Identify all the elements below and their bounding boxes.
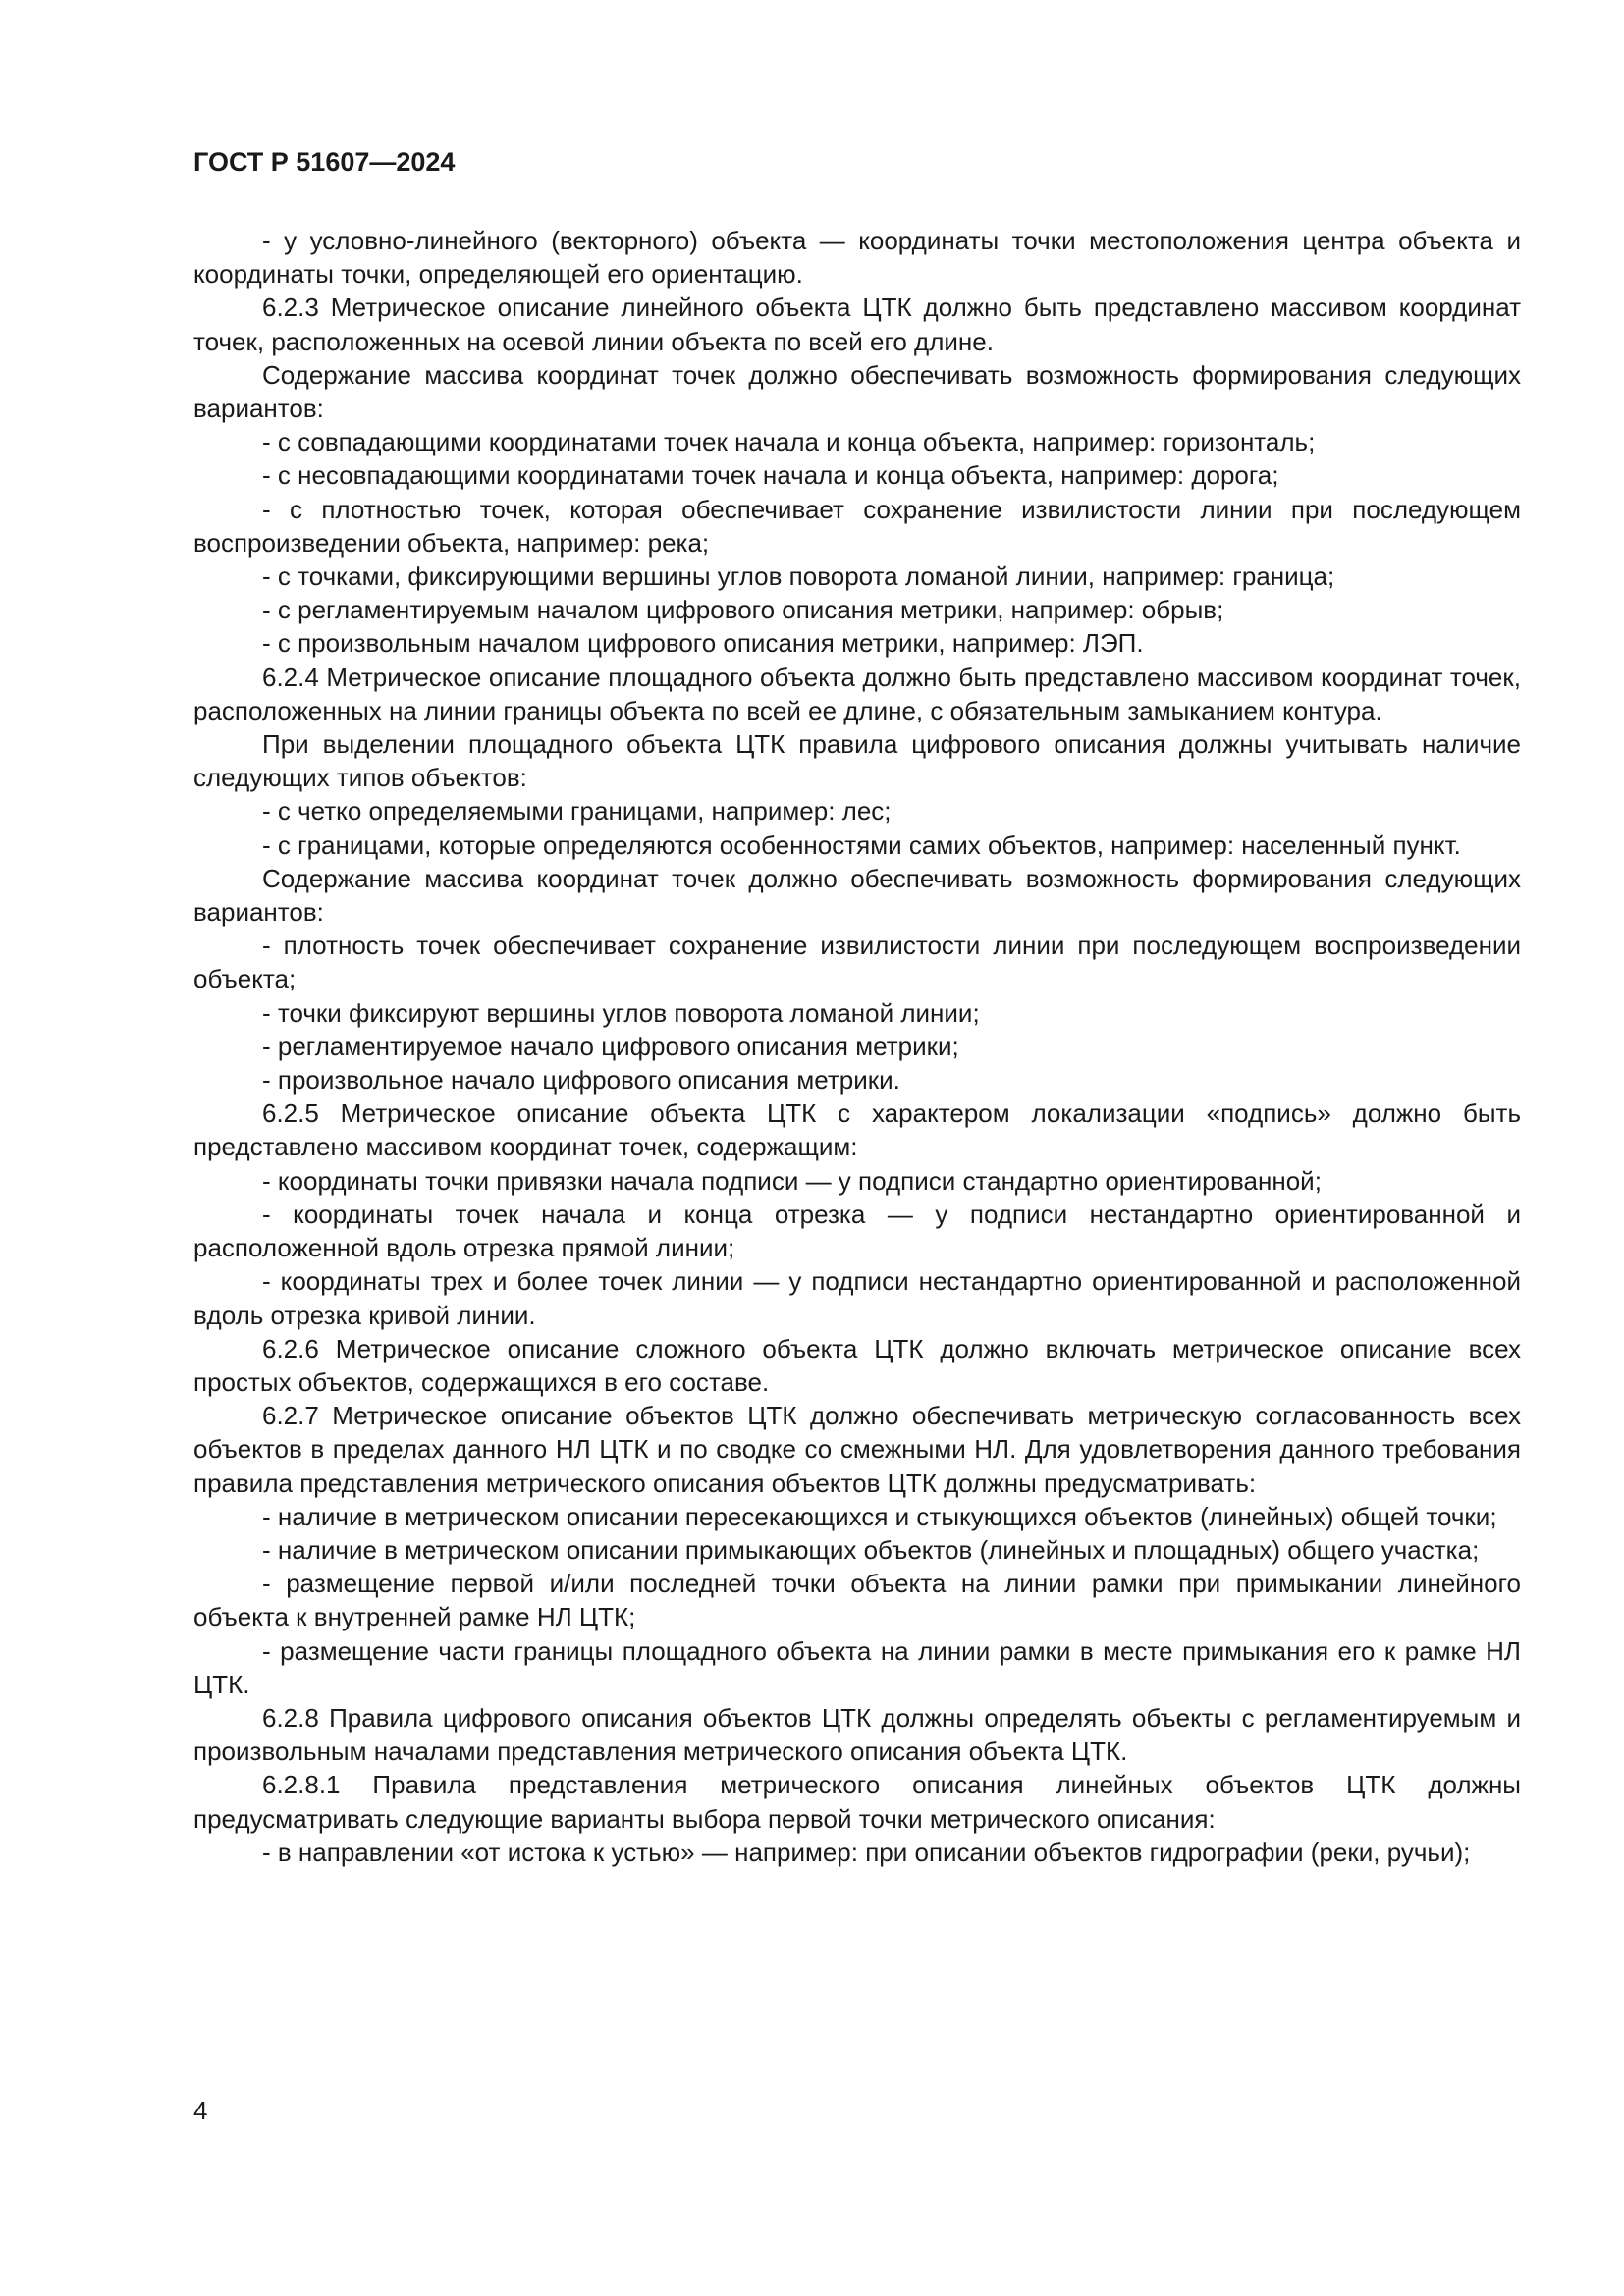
body-text [193, 224, 1521, 1869]
paragraph: - координаты точки привязки начала подписи — у подписи стандартно ориентированной; [262, 1165, 1322, 1196]
paragraph: При выделении площадного объекта ЦТК правила цифрового описания должны учитывать наличие следующих типов объектов: [193, 729, 1521, 793]
paragraph: - с несовпадающими координатами точек начала и конца объекта, например: дорога; [262, 460, 1279, 491]
paragraph: 6.2.3 Метрическое описание линейного объекта ЦТК должно быть представлено массивом координат точек, расположенных на осевой линии объекта по всей его длине. [193, 293, 1521, 356]
paragraph: 6.2.5 Метрическое описание объекта ЦТК с характером локализации «подпись» должно быть представлено массивом координат точек, содержащим: [193, 1098, 1521, 1162]
standard-header: ГОСТ Р 51607—2024 [193, 147, 456, 177]
paragraph: - наличие в метрическом описании примыкающих объектов (линейных и площадных) общего участка; [262, 1534, 1480, 1565]
paragraph: Содержание массива координат точек должно обеспечивать возможность формирования следующих вариантов: [193, 359, 1521, 424]
paragraph: 6.2.8 Правила цифрового описания объектов ЦТК должны определять объекты с регламентируемым и произвольным началами представления метрического описания объекта ЦТК. [193, 1702, 1521, 1767]
paragraph: 6.2.6 Метрическое описание сложного объекта ЦТК должно включать метрическое описание всех простых объектов, содержащихся в его составе. [193, 1333, 1521, 1397]
paragraph: - точки фиксируют вершины углов поворота ломаной линии; [262, 997, 980, 1028]
paragraph: - у условно-линейного (векторного) объекта — координаты точки местоположения центра объекта и координаты точки, определяющей его ориентацию. [193, 226, 1521, 290]
paragraph: - произвольное начало цифрового описания метрики. [262, 1065, 900, 1095]
paragraph: - с произвольным началом цифрового описания метрики, например: ЛЭП. [262, 628, 1144, 659]
paragraph: - наличие в метрическом описании пересекающихся и стыкующихся объектов (линейных) общей точки; [262, 1501, 1497, 1531]
paragraph: - координаты трех и более точек линии — у подписи нестандартно ориентированной и расположенной вдоль отрезка кривой линии. [193, 1266, 1521, 1330]
paragraph: - с точками, фиксирующими вершины углов поворота ломаной линии, например: граница; [262, 561, 1335, 592]
paragraph: - координаты точек начала и конца отрезка — у подписи нестандартно ориентированной и расположенной вдоль отрезка прямой линии; [193, 1199, 1521, 1263]
paragraph: - плотность точек обеспечивает сохранение извилистости линии при последующем воспроизведении объекта; [193, 931, 1521, 994]
paragraph: - в направлении «от истока к устью» — например: при описании объектов гидрографии (реки, ручьи); [262, 1837, 1471, 1867]
paragraph: 6.2.4 Метрическое описание площадного объекта должно быть представлено массивом координат точек, расположенных на линии границы объекта по всей ее длине, с обязательным замыканием контура. [193, 662, 1521, 725]
paragraph: 6.2.8.1 Правила представления метрического описания линейных объектов ЦТК должны предусматривать следующие варианты выбора первой точки метрического описания: [193, 1770, 1521, 1834]
paragraph: - с плотностью точек, которая обеспечивает сохранение извилистости линии при последующем воспроизведении объекта, например: река; [193, 494, 1521, 558]
paragraph: - с совпадающими координатами точек начала и конца объекта, например: горизонталь; [262, 427, 1316, 457]
paragraph: Содержание массива координат точек должно обеспечивать возможность формирования следующих вариантов: [193, 863, 1521, 928]
paragraph: - с границами, которые определяются особенностями самих объектов, например: населенный пункт. [262, 829, 1461, 860]
paragraph: - с четко определяемыми границами, например: лес; [262, 796, 892, 827]
page-number: 4 [193, 2096, 208, 2125]
paragraph: - размещение первой и/или последней точки объекта на линии рамки при примыкании линейного объекта к внутренней рамке НЛ ЦТК; [193, 1569, 1521, 1632]
paragraph: - размещение части границы площадного объекта на линии рамки в месте примыкания его к рамке НЛ ЦТК. [193, 1635, 1521, 1699]
paragraph: - с регламентируемым началом цифрового описания метрики, например: обрыв; [262, 595, 1224, 625]
paragraph: 6.2.7 Метрическое описание объектов ЦТК должно обеспечивать метрическую согласованность всех объектов в пределах данного НЛ ЦТК и по сводке со смежными НЛ. Для удовлетворения данного требования правила представления метрического описания объектов ЦТК должны предусматривать: [193, 1401, 1521, 1498]
paragraph: - регламентируемое начало цифрового описания метрики; [262, 1031, 959, 1061]
